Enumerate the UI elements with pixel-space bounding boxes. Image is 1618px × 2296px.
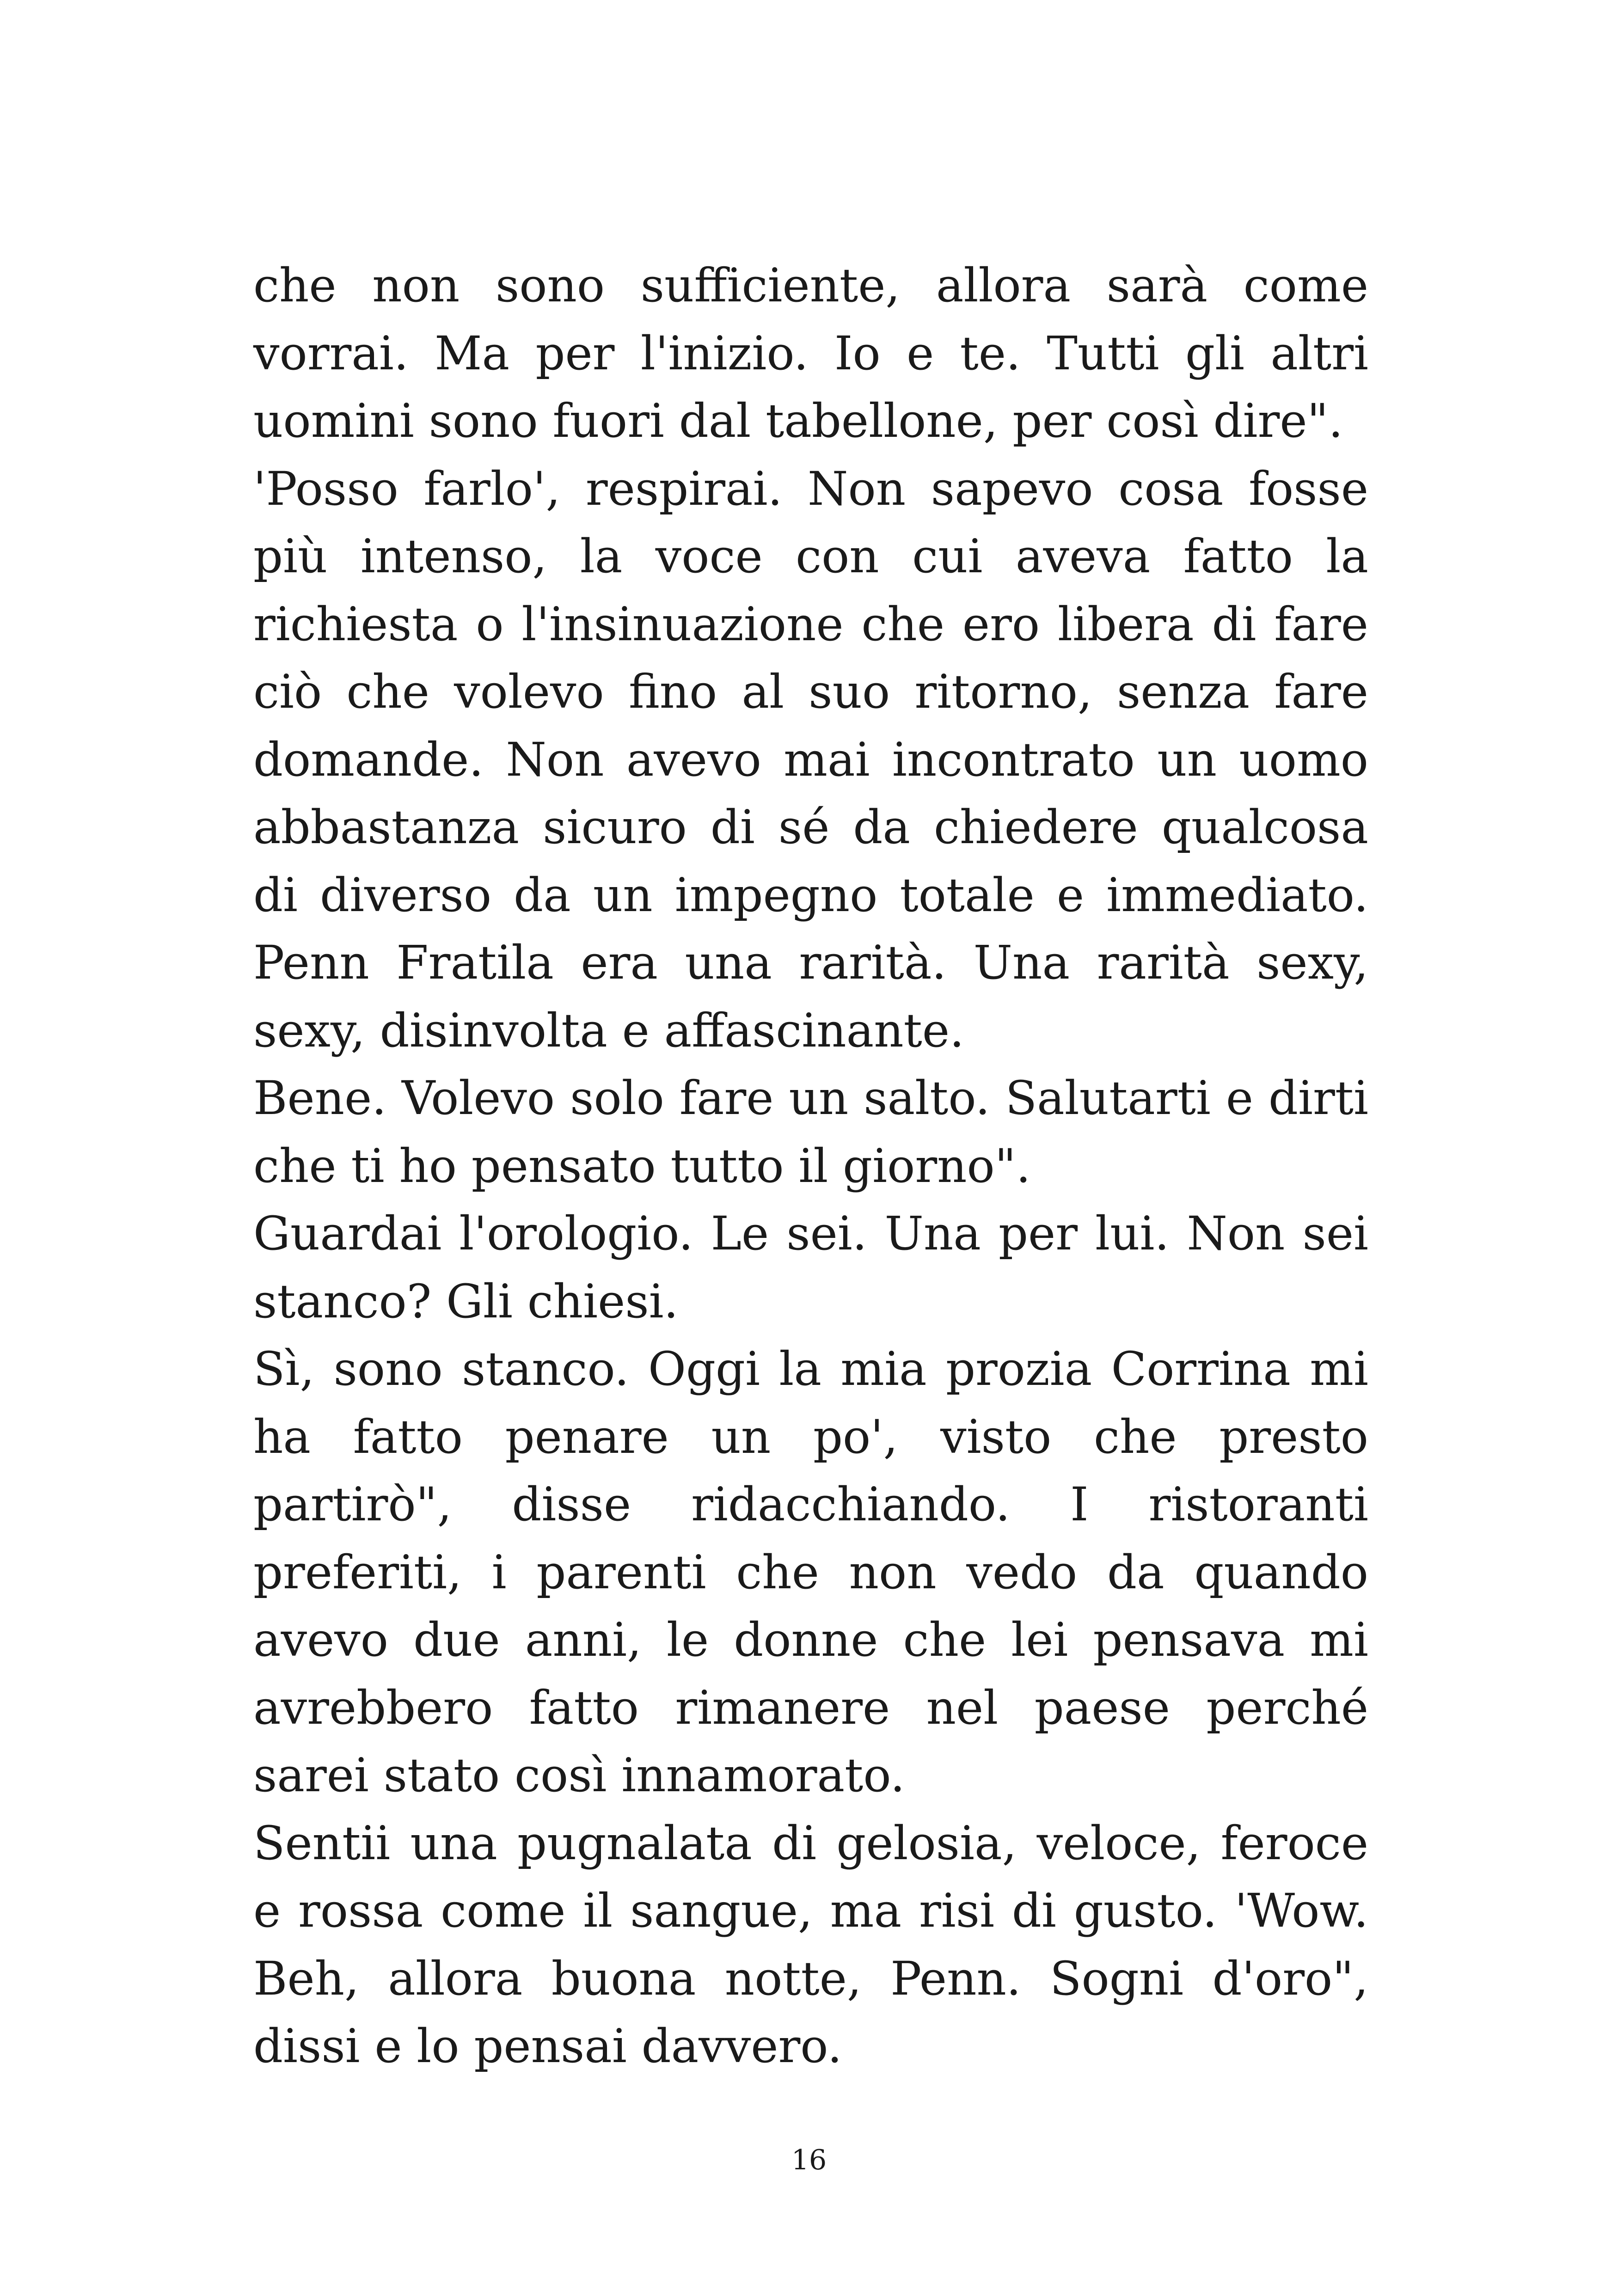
paragraph: Sentii una pugnalata di gelosia, veloce, feroce e rossa come il sangue, ma risi di gusto. 'Wow. Beh, allora buona notte, Penn. Sogni d'oro", dissi e lo pensai davvero. [253, 1816, 1368, 2073]
paragraph: Guardai l'orologio. Le sei. Una per lui. Non sei stanco? Gli chiesi. [253, 1206, 1368, 1329]
paragraph: 'Posso farlo', respirai. Non sapevo cosa fosse più intenso, la voce con cui aveva fatto la richiesta o l'insinuazione che ero libera di fare ciò che volevo fino al suo ritorno, senza fare domande. Non avevo mai incontrato un uomo abbastanza sicuro di sé da chiedere qualcosa di diverso da un impegno totale e immediato. Penn Fratila era una rarità. Una rarità sexy, sexy, disinvolta e affascinante. [253, 461, 1368, 1058]
page-number: 16 [791, 2144, 827, 2176]
paragraph: che non sono sufficiente, allora sarà come vorrai. Ma per l'inizio. Io e te. Tutti gli altri uomini sono fuori dal tabellone, per così dire". [253, 258, 1368, 448]
body-text [253, 252, 1368, 2081]
paragraph: Bene. Volevo solo fare un salto. Salutarti e dirti che ti ho pensato tutto il giorno". [253, 1071, 1368, 1193]
paragraph: Sì, sono stanco. Oggi la mia prozia Corrina mi ha fatto penare un po', visto che presto partirò", disse ridacchiando. I ristoranti preferiti, i parenti che non vedo da quando avevo due anni, le donne che lei pensava mi avrebbero fatto rimanere nel paese perché sarei stato così innamorato. [253, 1342, 1368, 1802]
